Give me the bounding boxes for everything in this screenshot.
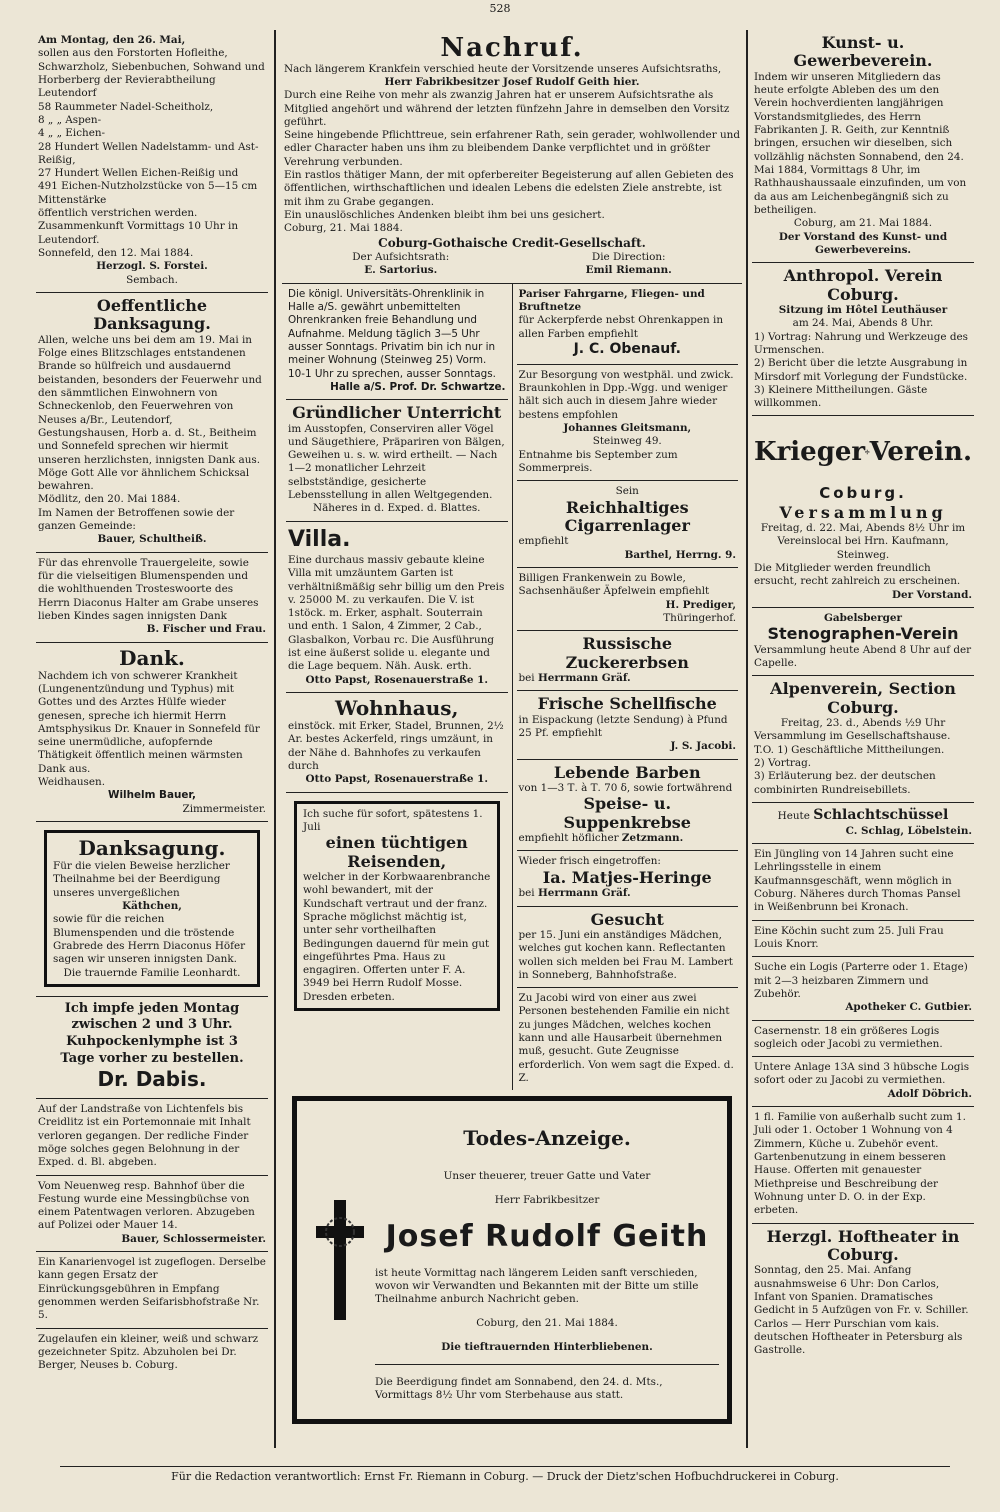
- list-item: 3) Erläuterung bez. der deutschen combinirten Rundreisebillets.: [754, 770, 936, 796]
- list-item: 3) Kleinere Mittheilungen. Gäste willkommen.: [754, 383, 928, 410]
- page-number: 528: [489, 2, 511, 15]
- forest-sale-signature: Herzogl. S. Forstei.: [96, 260, 208, 273]
- krieger-text2: Die Mitglieder werden freundlich ersucht, recht zahlreich zu erscheinen.: [754, 561, 961, 588]
- danksagung-name: Käthchen,: [122, 899, 182, 912]
- westphal-signature2: Steinweg 49.: [592, 435, 662, 448]
- krieger-notice: [752, 416, 974, 607]
- death-text2: ist heute Vormittag nach längerem Leiden sanft verschieden, wovon wir Verwandten und Bekannten mit der Bitte um stille Theilnahme anburch Nachricht geben.: [375, 1266, 699, 1306]
- forest-sale-items: [38, 101, 266, 208]
- yarns-signature: J. C. Obenauf.: [573, 340, 681, 357]
- nachruf-p2: Durch eine Reihe von mehr als zwanzig Jahren hat er unserem Aufsichtsrathe als Mitglied angehört und während der letzten fünfzehn Jahre in demselben den Vorsitz geführt.: [284, 89, 730, 128]
- forest-sale-signature2: Sembach.: [126, 273, 178, 286]
- taxidermy-title: Gründlicher Unterricht: [292, 403, 502, 423]
- herring-notice: [517, 851, 739, 906]
- nachruf-date: Coburg, 21. Mai 1884.: [284, 222, 403, 235]
- jacobi-notice: [517, 988, 739, 1090]
- herring-signature: Herrmann Gräf.: [537, 887, 631, 900]
- peas-text: bei: [518, 672, 535, 685]
- ads-right-subcolumn: [512, 284, 743, 1091]
- westphal-notice: [517, 365, 739, 482]
- list-item: 8 „ „ Aspen-: [38, 113, 102, 126]
- clinic-text: Die königl. Universitäts-Ohrenklinik in Halle a/S. gewährt unbemittelten Ohrenkranken freie Behandlung und Aufnahme. Meldung täglich 3—5 Uhr ausser Sonntags. Privatim bin ich nur in meiner Wohnung (Steinweg 25) Vorm. 10-1 Uhr zu sprechen, ausser Sonntags.: [288, 287, 496, 380]
- list-item: 2) Bericht über die letzte Ausgrabung in Mirsdorf mit Vorlegung der Fundstücke.: [754, 357, 968, 383]
- danksagung-text: Für die vielen Beweise herzlicher Theilnahme bei der Beerdigung unseres unvergeßlichen: [53, 860, 230, 899]
- forest-sale-notice: [36, 30, 268, 293]
- vaccination-line4: Tage vorher zu bestellen.: [60, 1050, 244, 1066]
- nachruf-p1: Nach längerem Krankfein verschied heute der Vorsitzende unseres Aufsichtsraths,: [284, 62, 722, 75]
- gesucht-text: per 15. Juni ein anständiges Mädchen, welches gut kochen kann. Reflectanten wollen sich melden bei Frau M. Lambert in Sonneberg, Bahnhofstraße.: [518, 928, 733, 981]
- cigar-text: empfiehlt: [518, 535, 569, 548]
- death-notice-body: [375, 1107, 719, 1412]
- funeral-thanks-signature: B. Fischer und Frau.: [146, 623, 266, 636]
- danksagung-signature: Die trauernde Familie Leonhardt.: [63, 966, 241, 979]
- clinic-signature: Halle a/S. Prof. Dr. Schwartze.: [330, 380, 506, 393]
- danksagung-notice: [36, 822, 268, 997]
- vaccination-notice: [36, 997, 268, 1099]
- dank-place: Weidhausen.: [38, 776, 106, 789]
- divider: [375, 1364, 719, 1365]
- kunst-text: Indem wir unseren Mitgliedern das heute erfolgte Ableben des um den Verein hochverdienten langjährigen Vorstandsmitgliedes, des Herrn Fabrikanten J. R. Geith, zur Kenntniß bringen, ersuchen wir dieselben, sich vollzählig nächsten Sonnabend, den 24. Mai 1884, Vormittags 8 Uhr, im Rathhaushaussaale einzufinden, um von da aus am Leichenbegängniß sich zu betheiligen.: [754, 70, 967, 216]
- funeral-thanks-notice: [36, 553, 268, 643]
- krieger-city: Coburg.: [819, 484, 907, 503]
- death-text3: Die Beerdigung findet am Sonnabend, den 24. d. Mts., Vormittags 8½ Uhr vom Sterbehause aus statt.: [375, 1375, 663, 1401]
- peas-title: Russische Zuckererbsen: [565, 634, 689, 672]
- anthrop-items: [754, 331, 972, 411]
- list-item: 491 Eichen-Nutzholzstücke von 5—15 cm Mittenstärke: [38, 180, 258, 206]
- theater-title: Herzgl. Hoftheater in Coburg.: [766, 1226, 960, 1264]
- list-item: 28 Hundert Wellen Nadelstamm- und Ast-Reißig,: [38, 140, 259, 166]
- death-role: Herr Fabrikbesitzer: [494, 1194, 600, 1207]
- wine-notice: [517, 568, 739, 631]
- anthrop-text: Sitzung im Hôtel Leuthäuser: [778, 303, 948, 316]
- public-thanks-text: Allen, welche uns bei dem am 19. Mai in Folge eines Blitzschlages entstandenen Brande so hülfreich und ausdauernd beistanden, besonders der Feuerwehr und den sämmtlichen Einwohnern von Schneckenlob, den Feuerwehren von Neuses a/Br., Leutendorf, Gestungshausen, Horb a. d. St., Beitheim und Sonnefeld sprechen wir hiermit unseren herzlichsten, innigsten Dank aus. Möge Gott Alle vor ähnlichem Schicksal bewahren.: [38, 333, 262, 493]
- yarns-title: Pariser Fahrgarne, Fliegen- und Bruftnetze: [518, 287, 705, 313]
- anlage-signature: Adolf Döbrich.: [887, 1087, 972, 1100]
- wine-text: Billigen Frankenwein zu Bowle, Sachsenhäußer Äpfelwein empfiehlt: [518, 572, 710, 598]
- forest-sale-text2: öffentlich verstrichen werden.: [38, 207, 198, 220]
- haddock-notice: [517, 691, 739, 759]
- nachruf-right-label: Die Direction:: [591, 251, 666, 264]
- list-item: 4 „ „ Eichen-: [38, 127, 106, 140]
- traveller-frame: [294, 801, 500, 1012]
- nachruf-right-signature: [586, 251, 672, 278]
- krieger-signature: Der Vorstand.: [891, 588, 972, 601]
- canary-text: Ein Kanarienvogel ist zugeflogen. Derselbe kann gegen Ersatz der Einrückungsgebühren in Empfang genommen werden Seifarisbhofstraße Nr. 5.: [38, 1256, 266, 1322]
- vaccination-line3: Kuhpockenlymphe ist 3: [66, 1034, 238, 1050]
- public-thanks-notice: [36, 293, 268, 553]
- nachruf-p5: Ein unauslöschliches Andenken bleibt ihm bei uns gesichert.: [284, 209, 605, 222]
- nachruf-p4: Ein rastlos thätiger Mann, der mit opferbereiter Begeisterung auf allen Gebieten des öffentlichen, wirthschaftlichen und idealen Lebens die edelsten Ziele anstrebte, ist mit ihm zu Grabe gegangen.: [284, 169, 734, 208]
- wine-signature: H. Prediger,: [665, 598, 736, 611]
- wine-signature2: Thüringerhof.: [663, 611, 736, 624]
- nachruf-notice: [282, 30, 742, 284]
- koechin-text: Eine Köchin sucht zum 25. Juli Frau Louis Knorr.: [754, 924, 944, 950]
- dog-text: Zugelaufen ein kleiner, weiß und schwarz gezeichneter Spitz. Abzuholen bei Dr. Berger, Neuses b. Coburg.: [38, 1332, 259, 1372]
- alpen-items: [754, 744, 972, 797]
- cross-icon: [305, 1107, 375, 1412]
- logis-text: Suche ein Logis (Parterre oder 1. Etage) mit 2—3 heizbaren Zimmern und Zubehör.: [754, 961, 968, 1000]
- gesucht-notice: [517, 907, 739, 989]
- wohnhaus-signature: Otto Papst, Rosenauerstraße 1.: [305, 773, 488, 786]
- list-item: 2) Vortrag.: [754, 756, 812, 769]
- yarns-notice: [517, 284, 739, 365]
- steno-text: Versammlung heute Abend 8 Uhr auf der Capelle.: [754, 643, 972, 669]
- death-date: Coburg, den 21. Mai 1884.: [476, 1316, 618, 1329]
- taxidermy-text: im Ausstopfen, Conserviren aller Vögel und Säugethiere, Präpariren von Bälgen, Geweihen u. s. w. wird ertheilt. — Nach 1—2 monatlicher Lehrzeit selbstständige, gesicherte Lebensstellung in allen Weltgegenden.: [288, 422, 505, 502]
- peas-notice: [517, 631, 739, 691]
- schlacht-notice: [752, 803, 974, 844]
- lehrling-notice: [752, 844, 974, 921]
- lost-wallet-notice: [36, 1099, 268, 1176]
- nachruf-organization: Coburg-Gothaische Credit-Gesellschaft.: [378, 235, 646, 250]
- alpen-notice: [752, 676, 974, 803]
- barbel-notice: [517, 760, 739, 852]
- death-text: Unser theuerer, treuer Gatte und Vater: [443, 1170, 651, 1183]
- lost-tin-notice: [36, 1176, 268, 1253]
- peas-signature: Herrmann Gräf.: [537, 672, 631, 685]
- dog-notice: [36, 1329, 268, 1378]
- haddock-title: Frische Schellfische: [537, 694, 717, 714]
- danksagung-title: Danksagung.: [78, 836, 226, 861]
- alpen-title: Alpenverein, Section Coburg.: [770, 679, 956, 717]
- anthrop-title: Anthropol. Verein Coburg.: [783, 266, 943, 304]
- traveller-text2: welcher in der Korbwaarenbranche wohl bewandert, mit der Kundschaft vertraut und der franz. Sprache möglichst mächtig ist, unter sehr vortheilhaften Bedingungen dauernd für mein gut eingeführtes Pma. Haus zu engagiren. Offerten unter F. A. 3949 bei Herrn Rudolf Mosse. Dresden erbeten.: [303, 870, 491, 1003]
- theater-text: Sonntag, den 25. Mai. Anfang ausnahmsweise 6 Uhr: Don Carlos, Infant von Spanien. Dramatisches Gedicht in 5 Aufzügen von Fr. v. Schiller. Carlos — Herr Purschian vom kais. deutschen Hoftheater in Petersburg als Gastrolle.: [754, 1264, 969, 1357]
- krieger-title: Versammlung: [779, 502, 947, 522]
- krieger-right-word: Verein.: [869, 436, 972, 467]
- traveller-notice: [286, 793, 508, 1021]
- yarns-text: für Ackerpferde nebst Ohrenkappen in allen Farben empfiehlt: [518, 314, 724, 340]
- vaccination-line1: Ich impfe jeden Montag: [64, 1000, 240, 1016]
- forest-sale-date: Sonnefeld, den 12. Mai 1884.: [38, 247, 194, 259]
- gesucht-title: Gesucht: [590, 909, 664, 929]
- nachruf-name: Herr Fabrikbesitzer Josef Rudolf Geith hier.: [384, 75, 640, 88]
- traveller-text: Ich suche für sofort, spätestens 1. Juli: [303, 807, 483, 833]
- nachruf-p3: Seine hingebende Pflichttreue, sein erfahrener Rath, sein gerader, wohlwollender und edler Character haben uns ihm zu bleibendem Danke verpflichtet und in größter Verehrung verbunden.: [284, 129, 741, 168]
- nachruf-left-label: Der Aufsichtsrath:: [352, 251, 450, 264]
- canary-notice: [36, 1252, 268, 1329]
- schlacht-signature: C. Schlag, Löbelstein.: [845, 824, 972, 837]
- cigar-signature: Barthel, Herrng. 9.: [624, 548, 736, 561]
- dank-text: Nachdem ich von schwerer Krankheit (Lungenentzündung und Typhus) mit Gottes und des Arztes Hülfe wieder genesen, spreche ich hiermit Herrn Amtsphysikus Dr. Knauer in Sonnefeld für seine unermüdliche, aufopfernde Thätigkeit öffentlich meinen wärmsten Dank aus.: [38, 669, 260, 775]
- kunst-notice: [752, 30, 974, 263]
- nachruf-signatures: [284, 251, 740, 278]
- list-item: T.O. 1) Geschäftliche Mittheilungen.: [754, 743, 945, 756]
- lost-tin-signature: Bauer, Schlossermeister.: [121, 1232, 266, 1245]
- alpen-text: Versammlung im Gesellschaftshause.: [754, 730, 951, 743]
- theater-notice: [752, 1224, 974, 1363]
- familie-text: 1 fl. Familie von außerhalb sucht zum 1. Juli oder 1. October 1 Wohnung von 4 Zimmern, Küche u. Zubehör event. Gartenbenutzung in einem besseren Hause. Offerten mit genauester Miethpreise und Beschreibung der Wohnung unter D. O. in der Exp. erbeten.: [754, 1111, 966, 1217]
- villa-title: Villa.: [288, 526, 351, 552]
- death-notice: [292, 1096, 732, 1423]
- taxidermy-text2: Näheres in d. Exped. d. Blattes.: [312, 502, 481, 515]
- logis-notice: [752, 957, 974, 1020]
- wohnhaus-text: einstöck. mit Erker, Stadel, Brunnen, 2½ Ar. bestes Ackerfeld, rings umzäunt, in der Nähe d. Bahnhofes zu verkaufen durch: [288, 720, 504, 772]
- herring-title: Ia. Matjes-Heringe: [542, 867, 712, 887]
- list-item: 58 Raummeter Nadel-Scheitholz,: [38, 100, 214, 113]
- alpen-date: Freitag, 23. d., Abends ½9 Uhr: [780, 717, 946, 729]
- clinic-notice: [286, 284, 508, 401]
- printer-footer: Für die Redaction verantwortlich: Ernst Fr. Riemann in Coburg. — Druck der Dietz'schen Hofbuchdruckerei in Coburg.: [60, 1466, 950, 1483]
- logis-signature: Apotheker C. Gutbier.: [845, 1001, 972, 1014]
- public-thanks-title: Oeffentliche Danksagung.: [93, 295, 211, 334]
- villa-text: Eine durchaus massiv gebaute kleine Villa mit umzäuntem Garten ist verhältnißmäßig sehr billig um den Preis v. 25000 M. zu verkaufen. Die V. ist 1stöck. m. Erker, asphalt. Souterrain und enth. 1 Salon, 4 Zimmer, 2 Cab., Glasbalkon, Vorbau rc. Die Ausführung ist eine äußerst solide u. elegante und die Lage bequem. Näh. Ausk. erth.: [288, 553, 505, 673]
- forest-sale-lead: Am Montag, den 26. Mai,: [38, 34, 186, 46]
- dank-signature: Wilhelm Bauer,: [108, 789, 196, 802]
- villa-signature: Otto Papst, Rosenauerstraße 1.: [305, 673, 488, 686]
- lost-tin-text: Vom Neuenweg resp. Bahnhof über die Festung wurde eine Messingbüchse von einem Patentwagen verloren. Abzugeben auf Polizei oder Mauer 14.: [38, 1179, 255, 1232]
- herring-text2: bei: [518, 887, 535, 900]
- barbel-title: Lebende Barben: [553, 762, 701, 782]
- barbel-signature: Zetzmann.: [621, 832, 684, 845]
- barbel-title2: Speise- u. Suppenkrebse: [563, 794, 691, 832]
- schlacht-title: Schlachtschüssel: [813, 806, 949, 823]
- kunst-date: Coburg, am 21. Mai 1884.: [793, 217, 933, 230]
- casernen-text: Casernenstr. 18 ein größeres Logis sogleich oder Jacobi zu vermiethen.: [754, 1024, 943, 1050]
- vaccination-line2: zwischen 2 und 3 Uhr.: [71, 1017, 233, 1033]
- barbel-text: von 1—3 Τ. à Τ. 70 δ, sowie fortwährend: [518, 782, 733, 795]
- dank-title: Dank.: [119, 645, 185, 670]
- cigar-title: Reichhaltiges Cigarrenlager: [564, 497, 690, 535]
- dank-signature2: Zimmermeister.: [182, 802, 266, 815]
- dank-notice: [36, 643, 268, 822]
- casernen-notice: [752, 1021, 974, 1058]
- anthrop-notice: [752, 263, 974, 416]
- ads-two-column: [282, 284, 742, 1091]
- death-title: Todes-Anzeige.: [463, 1126, 631, 1151]
- traveller-title: einen tüchtigen Reisenden,: [325, 833, 468, 871]
- funeral-thanks-text: Für das ehrenvolle Trauergeleite, sowie für die vielseitigen Blumenspenden und die wohlthuenden Trosteswoorte des Herrn Diaconus Halter am Grabe unseres lieben Kindes sagen innigsten Dank: [38, 556, 259, 622]
- barbel-text2: empfiehlt höflicher: [518, 832, 619, 845]
- lost-wallet-text: Auf der Landstraße von Lichtenfels bis Creidlitz ist ein Portemonnaie mit Inhalt verloren gegangen. Der redliche Finder möge solches gegen Belohnung in der Exped. d. Bl. abgeben.: [38, 1102, 251, 1169]
- westphal-text2: Entnahme bis September zum Sommerpreis.: [518, 448, 678, 474]
- wohnhaus-title: Wohnhaus,: [334, 696, 459, 720]
- cigar-prefix: Sein: [615, 485, 639, 498]
- lehrling-text: Ein Jüngling von 14 Jahren sucht eine Lehrlingsstelle in einem Kaufmannsgeschäft, wenn möglich in Coburg. Näheres durch Thomas Pansel in Weißenbrunn bei Kronach.: [754, 848, 961, 914]
- ads-left-subcolumn: [282, 284, 512, 1091]
- danksagung-frame: [44, 830, 260, 987]
- schlacht-pre: Heute: [777, 809, 810, 822]
- public-thanks-date: Mödlitz, den 20. Mai 1884.: [38, 493, 181, 506]
- column-left: [36, 30, 268, 1448]
- cigar-notice: [517, 481, 739, 568]
- list-item: 27 Hundert Wellen Eichen-Reißig und: [38, 167, 239, 180]
- krieger-header: [754, 424, 972, 480]
- wohnhaus-notice: [286, 693, 508, 793]
- public-thanks-text2: Im Namen der Betroffenen sowie der ganzen Gemeinde:: [38, 506, 235, 533]
- villa-notice: [286, 522, 508, 693]
- public-thanks-signature: Bauer, Schultheiß.: [97, 533, 207, 546]
- haddock-text: in Eispackung (letzte Sendung) à Pfund 25 Pf. empfiehlt: [518, 713, 728, 740]
- westphal-signature: Johannes Gleitsmann,: [563, 422, 692, 435]
- forest-sale-text3: Zusammenkunft Vormittags 10 Uhr in Leutendorf.: [38, 220, 239, 246]
- herring-text: Wieder frisch eingetroffen:: [518, 855, 661, 868]
- list-item: 1) Vortrag: Nahrung und Werkzeuge des Urmenschen.: [754, 330, 968, 356]
- familie-notice: [752, 1107, 974, 1224]
- anlage-notice: [752, 1057, 974, 1107]
- westphal-text: Zur Besorgung von westphäl. und zwick. Braunkohlen in Dpp.-Wgg. und weniger hält sich auch in diesem Jahre wieder bestens empfohlen: [518, 368, 734, 421]
- jacobi-text: Zu Jacobi wird von einer aus zwei Personen bestehenden Familie ein nicht zu junges Mädchen, welches kochen kann und alle Hausarbeit übernehmen muß, gesucht. Gute Zeugnisse erforderlich. Von wem sagt die Exped. d. Z.: [518, 992, 734, 1085]
- steno-notice: [752, 608, 974, 676]
- death-signature: Die tieftrauernden Hinterbliebenen.: [441, 1340, 653, 1353]
- steno-pre: Gabelsberger: [824, 611, 902, 624]
- danksagung-text2: sowie für die reichen Blumenspenden und die tröstende Grabrede des Herrn Diaconus Höfer sagen wir unseren innigsten Dank.: [53, 913, 246, 966]
- column-middle: [282, 30, 742, 1448]
- koechin-notice: [752, 921, 974, 958]
- anlage-text: Untere Anlage 13A sind 3 hübsche Logis sofort oder zu Jacobi zu vermiethen.: [754, 1061, 970, 1087]
- taxidermy-notice: [286, 400, 508, 522]
- haddock-signature: J. S. Jacobi.: [670, 740, 736, 753]
- krieger-left-word: Krieger: [754, 436, 866, 467]
- nachruf-right-name: Emil Riemann.: [585, 264, 672, 277]
- kunst-signature: Der Vorstand des Kunst- und Gewerbevereins.: [778, 230, 948, 256]
- nachruf-title: Nachruf.: [440, 33, 584, 63]
- anthrop-date: am 24. Mai, Abends 8 Uhr.: [792, 317, 934, 330]
- column-divider: [274, 30, 276, 1448]
- forest-sale-text: sollen aus den Forstorten Hofleithe, Schwarzholz, Siebenbuchen, Sohwand und Horberberg der Revierabtheilung Leutendorf: [38, 47, 265, 100]
- death-name: Josef Rudolf Geith: [385, 1218, 709, 1254]
- nachruf-left-signature: [352, 251, 449, 278]
- steno-title: Stenographen-Verein: [767, 624, 959, 644]
- column-divider: [746, 30, 748, 1448]
- kunst-title: Kunst- u. Gewerbeverein.: [793, 33, 933, 71]
- nachruf-left-name: E. Sartorius.: [364, 264, 438, 277]
- vaccination-name: Dr. Dabis.: [97, 1067, 207, 1092]
- krieger-text: Freitag, d. 22. Mai, Abends 8½ Uhr im Vereinslocal bei Hrn. Kaufmann, Steinweg.: [760, 522, 966, 561]
- column-right: [752, 30, 974, 1448]
